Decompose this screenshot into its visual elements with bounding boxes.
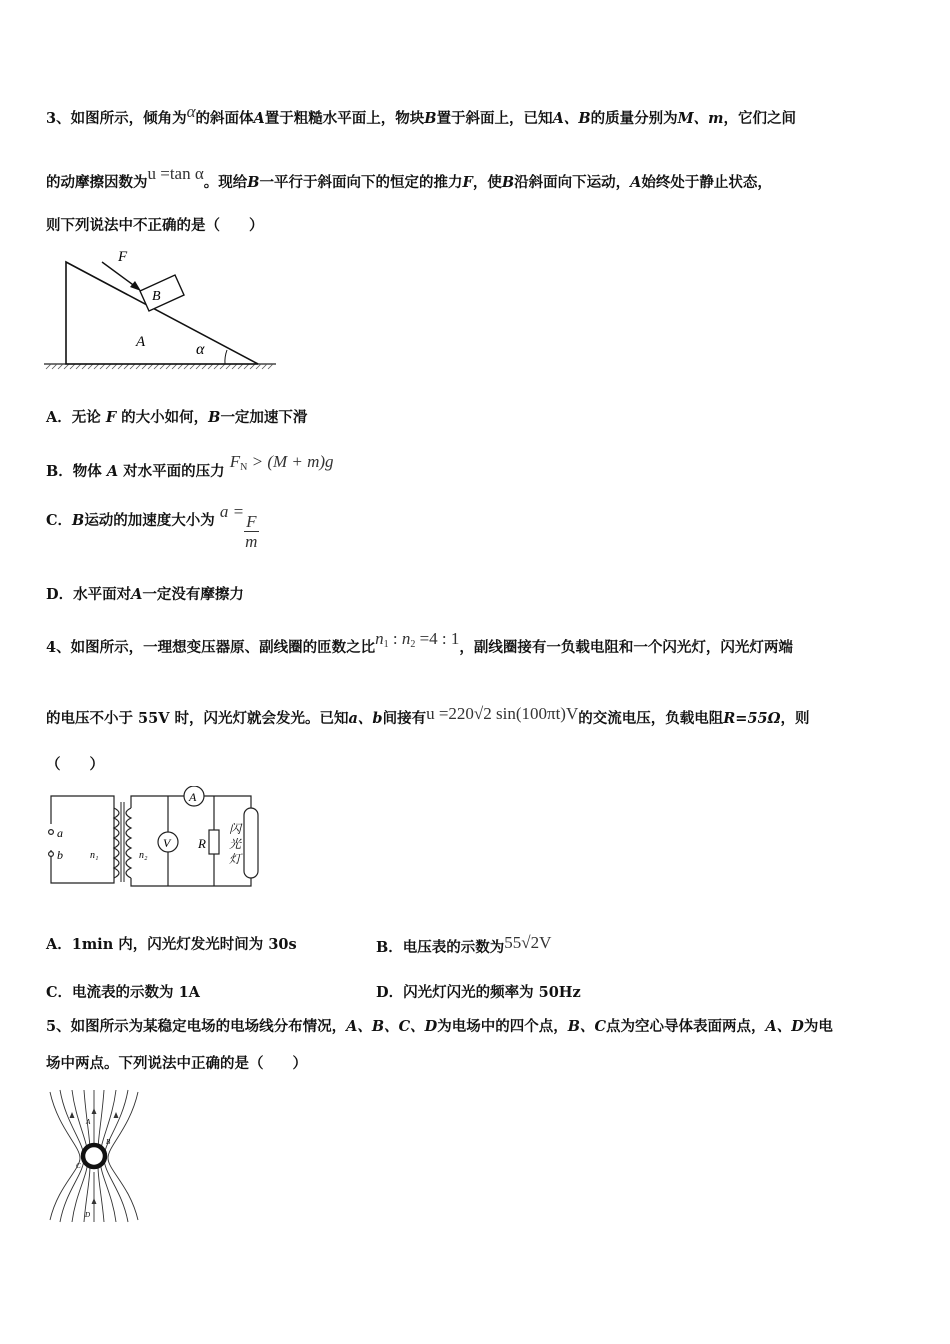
q4-option-a[interactable]: A．1min 内，闪光灯发光时间为 30s xyxy=(46,936,297,953)
q4-stem-line-1: 4、如图所示，一理想变压器原、副线圈的匝数之比$n_1$ : $n_2 =4$ : 1，副线圈接有一负载电阻和一个闪光灯，闪光灯两端 xyxy=(46,629,793,656)
voltmeter-formula: 55√2V xyxy=(504,933,552,952)
label-b: b xyxy=(57,848,63,862)
q5-stem-line-1: 5、如图所示为某稳定电场的电场线分布情况，A、B、C、D为电场中的四个点，B、C点为空心导体表面两点，A、D为电 xyxy=(46,1018,833,1035)
q3-stem-line-3: 则下列说法中不正确的是（ ） xyxy=(46,217,264,234)
resistor-label: R xyxy=(198,836,206,851)
label-F: F xyxy=(118,249,128,265)
q4-option-c[interactable]: C．电流表的示数为 1A xyxy=(46,984,200,1001)
label-a: a xyxy=(57,826,63,840)
point-A: A xyxy=(86,1118,91,1126)
lamp-label-1: 闪 xyxy=(229,822,242,836)
electric-field-figure xyxy=(44,1088,144,1224)
q4-stem-line-3: （ ） xyxy=(46,756,104,773)
q3-option-b[interactable]: B．物体 A 对水平面的压力 $F_N > (M + m)g$ xyxy=(46,452,334,480)
label-B: B xyxy=(152,289,161,304)
point-B: B xyxy=(106,1138,111,1146)
q4-stem-line-2: 的电压不小于 55V 时，闪光灯就会发光。已知a、b间接有u =220√2 sin(100πt)V的交流电压，负载电阻R=55Ω，则 xyxy=(46,704,810,727)
label-n1: n₁ xyxy=(90,850,99,861)
transformer-circuit-figure xyxy=(44,786,274,890)
q3-option-d[interactable]: D．水平面对A一定没有摩擦力 xyxy=(46,586,244,603)
turns-ratio-formula: $n_1$ : $n_2 =4$ : 1 xyxy=(375,629,460,650)
ammeter-label: A xyxy=(189,790,197,804)
q4-option-b[interactable]: B．电压表的示数为55√2V xyxy=(376,933,552,956)
lamp-label-3: 灯 xyxy=(229,852,242,866)
label-alpha: α xyxy=(196,341,205,358)
pressure-formula: $F_N > (M + m)g$ xyxy=(229,452,334,473)
point-C: C xyxy=(76,1162,81,1170)
voltmeter-label: V xyxy=(163,836,171,850)
q3-option-c[interactable]: C．B运动的加速度大小为 a = $\frac{F}{m}$ xyxy=(46,502,258,551)
label-A: A xyxy=(136,334,146,350)
accel-fraction: $\frac{F}{m}$ xyxy=(245,512,258,551)
q5-stem-line-2: 场中两点。下列说法中正确的是（ ） xyxy=(46,1055,307,1072)
q3-stem-line-2: 的动摩擦因数为u =tan α。现给B一平行于斜面向下的恒定的推力F，使B沿斜面向下运动，A始终处于静止状态， xyxy=(46,164,772,191)
point-D: D xyxy=(85,1211,91,1219)
mu-formula: u =tan α xyxy=(147,164,204,183)
q3-option-a[interactable]: A．无论 F 的大小如何，B一定加速下滑 xyxy=(46,409,308,426)
q3-stem-line-1: 3、如图所示，倾角为α的斜面体A置于粗糙水平面上，物块B置于斜面上，已知A、B的质量分别为M、m，它们之间 xyxy=(46,102,796,127)
label-n2: n₂ xyxy=(139,850,148,861)
incline-figure xyxy=(44,245,279,373)
voltage-formula: u =220√2 sin(100πt)V xyxy=(426,704,579,723)
q4-option-d[interactable]: D．闪光灯闪光的频率为 50Hz xyxy=(376,984,581,1001)
lamp-label-2: 光 xyxy=(229,837,242,851)
